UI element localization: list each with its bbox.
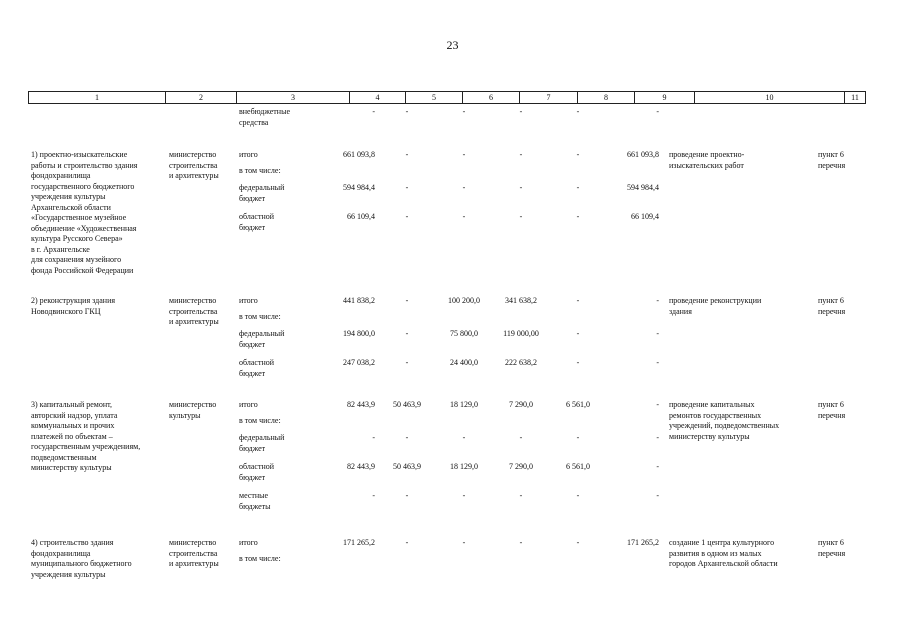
header-col-10: 10 [695, 92, 845, 103]
measure-name: 1) проектно-изыскательские работы и строительство здания фондохранилища государственного бюджетного учреждения культуры Архангельской области «Государственное музейное объединение «Художественная культура Русского Севера» в г. Архангельске для сохранения музейного фонда Российской Федерации [31, 150, 138, 275]
funding-row-value: 66 109,4 [631, 212, 659, 221]
funding-row-value: - [656, 329, 659, 338]
funding-row-value: - [519, 212, 523, 221]
funding-row-value: - [656, 491, 659, 500]
funding-row-value: - [656, 462, 659, 471]
funding-source: федеральный бюджет [239, 329, 285, 349]
funding-row-value: 594 984,4 [343, 183, 375, 192]
top-row-value: - [576, 107, 580, 116]
header-col-6: 6 [463, 92, 520, 103]
page-number: 23 [446, 38, 459, 52]
funding-row-value: 82 443,9 [347, 400, 375, 409]
top-row-value: - [462, 107, 466, 116]
funding-row-value: - [462, 183, 466, 192]
funding-row-value: 661 093,8 [627, 150, 659, 159]
executor: министерство строительства и архитектуры [169, 150, 219, 180]
funding-row-value: 75 800,0 [450, 329, 478, 338]
funding-row-value: - [462, 150, 466, 159]
header-col-5: 5 [406, 92, 463, 103]
funding-row-value: - [576, 329, 580, 338]
table-header-row [28, 91, 866, 104]
funding-source: областной бюджет [239, 358, 275, 378]
header-col-7: 7 [520, 92, 578, 103]
funding-source: областной бюджет [239, 462, 275, 482]
header-col-3: 3 [237, 92, 350, 103]
expected-result: создание 1 центра культурного развития в одном из малых городов Архангельской области [669, 538, 778, 568]
measure-name: 2) реконструкция здания Новодвинского ГКЦ [31, 296, 116, 316]
funding-row-value: - [519, 150, 523, 159]
funding-source: в том числе: [239, 166, 281, 175]
funding-source: федеральный бюджет [239, 183, 285, 203]
funding-row-value: - [656, 433, 659, 442]
funding-row-value: 18 129,0 [450, 462, 478, 471]
funding-row-value: - [656, 296, 659, 305]
header-col-8: 8 [578, 92, 635, 103]
funding-row-value: 100 200,0 [448, 296, 480, 305]
funding-row-value: - [576, 358, 580, 367]
funding-row-value: 50 463,9 [393, 462, 421, 471]
funding-row-value: - [405, 491, 409, 500]
funding-source: внебюджетные средства [239, 107, 290, 127]
funding-row-value: 171 265,2 [343, 538, 375, 547]
funding-source: итого [239, 150, 258, 159]
header-col-4: 4 [350, 92, 406, 103]
funding-source: в том числе: [239, 416, 281, 425]
funding-row-value: - [405, 183, 409, 192]
measure-name: 3) капитальный ремонт, авторский надзор, уплата коммунальных и прочих платежей по объектам – государственным учреждениям, подведомственным министерству культуры [31, 400, 141, 472]
funding-row-value: 82 443,9 [347, 462, 375, 471]
funding-row-value: - [576, 433, 580, 442]
list-reference: пункт 6 перечня [818, 150, 846, 170]
funding-source: местные бюджеты [239, 491, 271, 511]
funding-source: областной бюджет [239, 212, 275, 232]
funding-row-value: - [405, 329, 409, 338]
funding-row-value: - [656, 400, 659, 409]
funding-row-value: - [405, 212, 409, 221]
funding-row-value: - [462, 212, 466, 221]
list-reference: пункт 6 перечня [818, 538, 846, 558]
funding-row-value: 661 093,8 [343, 150, 375, 159]
expected-result: проведение реконструкции здания [669, 296, 762, 316]
funding-row-value: - [576, 183, 580, 192]
funding-source: итого [239, 538, 258, 547]
funding-row-value: 24 400,0 [450, 358, 478, 367]
funding-row-value: - [405, 358, 409, 367]
header-col-9: 9 [635, 92, 695, 103]
funding-row-value: 441 838,2 [343, 296, 375, 305]
funding-source: в том числе: [239, 554, 281, 563]
funding-row-value: - [519, 538, 523, 547]
funding-row-value: - [405, 296, 409, 305]
funding-source: федеральный бюджет [239, 433, 285, 453]
funding-row-value: - [405, 433, 409, 442]
executor: министерство строительства и архитектуры [169, 538, 219, 568]
list-reference: пункт 6 перечня [818, 400, 846, 420]
funding-row-value: - [519, 433, 523, 442]
funding-source: итого [239, 400, 258, 409]
funding-row-value: - [576, 212, 580, 221]
funding-row-value: 18 129,0 [450, 400, 478, 409]
funding-row-value: - [372, 433, 375, 442]
funding-row-value: 171 265,2 [627, 538, 659, 547]
header-col-2: 2 [166, 92, 237, 103]
expected-result: проведение проектно- изыскательских работ [669, 150, 745, 170]
funding-row-value: - [656, 358, 659, 367]
funding-row-value: - [462, 538, 466, 547]
executor: министерство строительства и архитектуры [169, 296, 219, 326]
expected-result: проведение капитальных ремонтов государственных учреждений, подведомственных министерству культуры [669, 400, 780, 441]
funding-row-value: 222 638,2 [505, 358, 537, 367]
funding-row-value: 66 109,4 [347, 212, 375, 221]
funding-row-value: - [372, 491, 375, 500]
funding-row-value: 7 290,0 [509, 400, 533, 409]
funding-row-value: 119 000,00 [503, 329, 539, 338]
funding-row-value: 50 463,9 [393, 400, 421, 409]
funding-row-value: 7 290,0 [509, 462, 533, 471]
top-row-value: - [405, 107, 409, 116]
top-row-value: - [656, 107, 659, 116]
funding-row-value: - [576, 538, 580, 547]
funding-row-value: - [576, 296, 580, 305]
list-reference: пункт 6 перечня [818, 296, 846, 316]
funding-row-value: - [519, 491, 523, 500]
funding-row-value: 6 561,0 [566, 462, 590, 471]
top-row-value: - [372, 107, 375, 116]
funding-row-value: - [519, 183, 523, 192]
funding-source: итого [239, 296, 258, 305]
funding-source: в том числе: [239, 312, 281, 321]
funding-row-value: 594 984,4 [627, 183, 659, 192]
header-col-11: 11 [851, 93, 859, 102]
funding-row-value: 194 800,0 [343, 329, 375, 338]
header-col-1: 1 [29, 92, 166, 103]
funding-row-value: 6 561,0 [566, 400, 590, 409]
funding-row-value: - [576, 491, 580, 500]
funding-row-value: - [405, 150, 409, 159]
funding-row-value: - [462, 433, 466, 442]
funding-row-value: - [576, 150, 580, 159]
funding-row-value: 247 038,2 [343, 358, 375, 367]
measure-name: 4) строительство здания фондохранилища муниципального бюджетного учреждения культуры [31, 538, 132, 579]
top-row-value: - [519, 107, 523, 116]
funding-row-value: 341 638,2 [505, 296, 537, 305]
funding-row-value: - [405, 538, 409, 547]
executor: министерство культуры [169, 400, 217, 420]
funding-row-value: - [462, 491, 466, 500]
